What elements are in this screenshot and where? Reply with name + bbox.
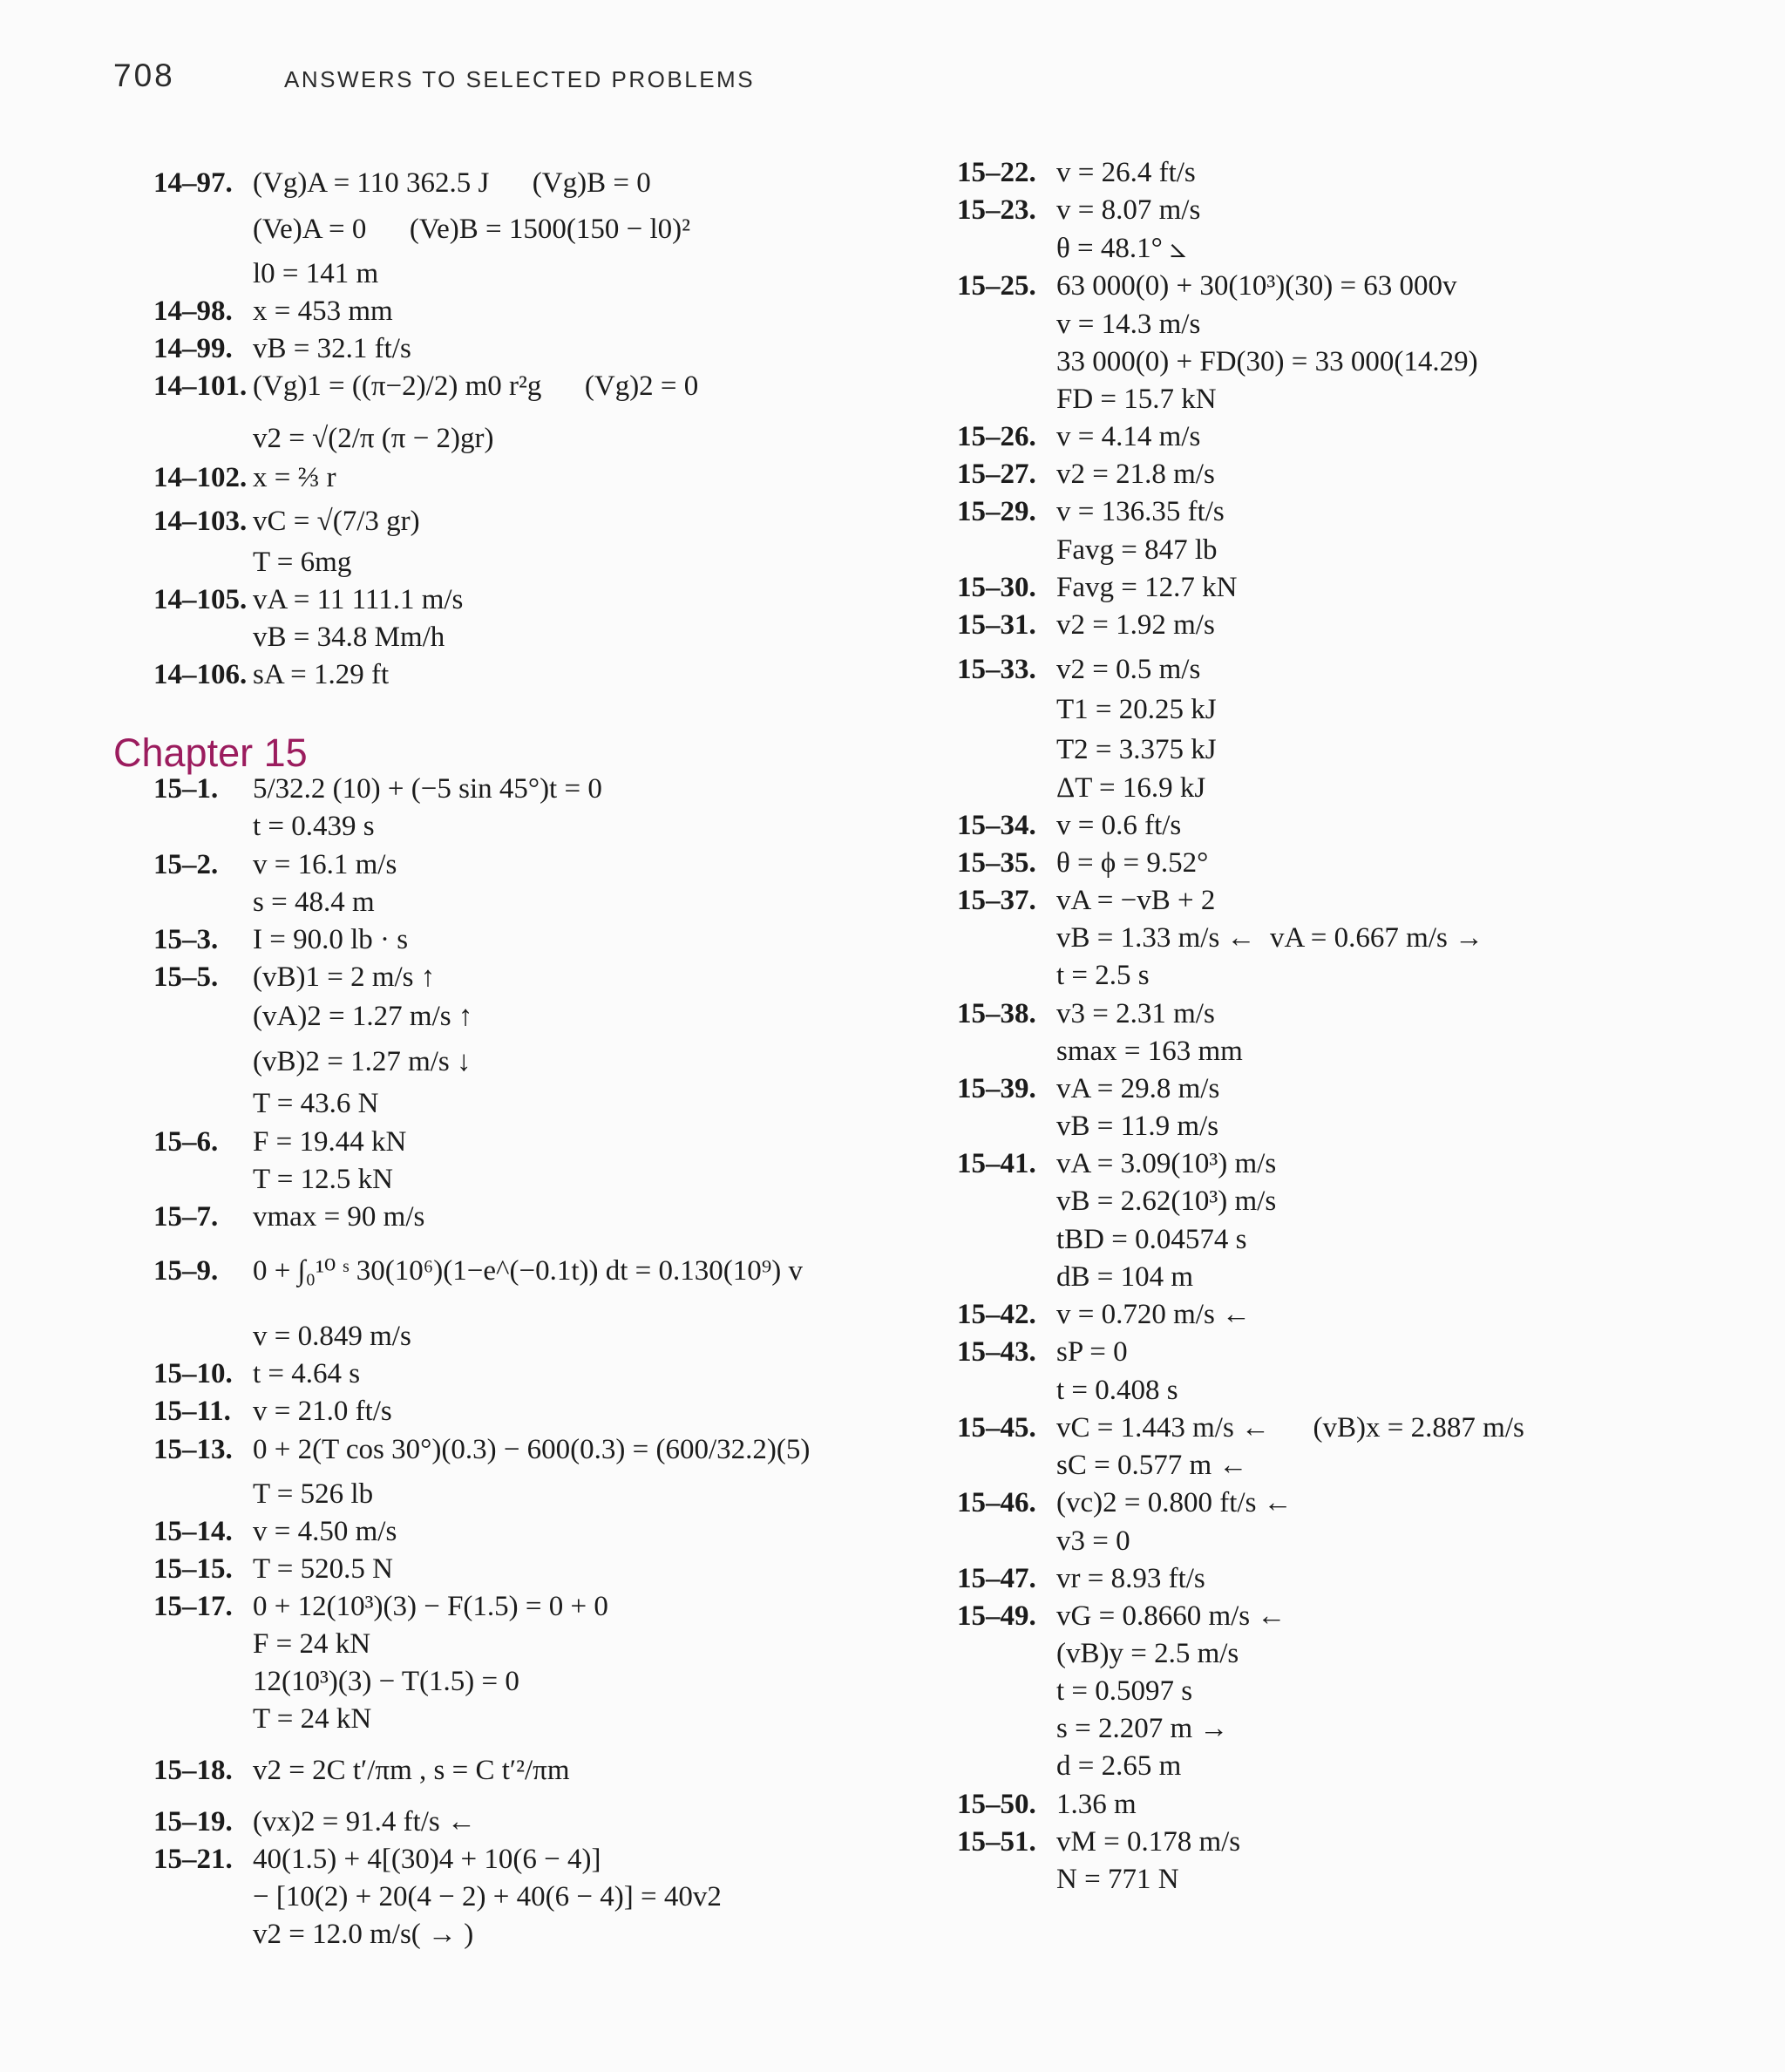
answer-text: (vc)2 = 0.800 ft/s ← [1056,1487,1293,1518]
problem-number: 15–47. [957,1563,1036,1594]
answer-text: vB = 11.9 m/s [1056,1111,1219,1142]
problem-number: 15–18. [153,1755,233,1786]
answer-text: l0 = 141 m [253,258,379,289]
answer-text: vB = 1.33 m/s ← vA = 0.667 m/s → [1056,922,1484,954]
answer-text: t = 2.5 s [1056,960,1150,991]
answer-text: 33 000(0) + FD(30) = 33 000(14.29) [1056,346,1478,377]
problem-number: 15–22. [957,157,1036,188]
problem-number: 15–34. [957,810,1036,841]
answer-text: vr = 8.93 ft/s [1056,1563,1205,1594]
problem-number: 15–2. [153,849,219,880]
problem-number: 14–102. [153,462,248,493]
answer-text: θ = 48.1° ⦣ [1056,233,1187,264]
answer-text: s = 2.207 m → [1056,1713,1229,1744]
problem-number: 15–41. [957,1148,1036,1179]
answer-text: vA = 29.8 m/s [1056,1073,1220,1104]
answer-text: T = 520.5 N [253,1553,394,1585]
answer-text: v = 0.849 m/s [253,1321,411,1352]
problem-number: 14–99. [153,333,233,364]
answer-text: Favg = 847 lb [1056,534,1218,566]
problem-number: 15–25. [957,270,1036,302]
answer-text: dB = 104 m [1056,1261,1194,1293]
answer-text: vA = −vB + 2 [1056,885,1216,916]
answer-text: v = 14.3 m/s [1056,309,1201,340]
answer-text: T = 43.6 N [253,1088,379,1119]
problem-number: 14–106. [153,659,248,690]
problem-number: 15–33. [957,654,1036,685]
problem-number: 15–19. [153,1806,233,1838]
answer-text: F = 24 kN [253,1628,371,1660]
answer-text: vmax = 90 m/s [253,1201,425,1233]
answer-text: vG = 0.8660 m/s ← [1056,1600,1286,1632]
answer-text: 40(1.5) + 4[(30)4 + 10(6 − 4)] [253,1844,601,1875]
problem-number: 15–21. [153,1844,233,1875]
problem-number: 15–29. [957,496,1036,527]
answer-text: θ = ϕ = 9.52° [1056,847,1209,879]
answer-text: 0 + 2(T cos 30°)(0.3) − 600(0.3) = (600/32.2)(5) [253,1434,811,1465]
answer-text: vC = 1.443 m/s ← (vB)x = 2.887 m/s [1056,1412,1524,1444]
problem-number: 15–10. [153,1358,233,1389]
problem-number: 15–3. [153,924,219,955]
answer-text: (Vg)1 = ((π−2)/2) m0 r²g (Vg)2 = 0 [253,370,699,402]
answer-text: v = 8.07 m/s [1056,194,1201,226]
problem-number: 15–27. [957,459,1036,490]
problem-number: 15–6. [153,1126,219,1158]
answer-text: T = 24 kN [253,1703,372,1735]
answer-text: d = 2.65 m [1056,1750,1182,1782]
problem-number: 15–45. [957,1412,1036,1444]
answer-text: v2 = 1.92 m/s [1056,609,1215,641]
problem-number: 14–97. [153,167,233,199]
answer-text: sC = 0.577 m ← [1056,1450,1248,1481]
answer-text: N = 771 N [1056,1864,1179,1895]
problem-number: 15–35. [957,847,1036,879]
answer-text: v2 = 21.8 m/s [1056,459,1215,490]
answer-text: F = 19.44 kN [253,1126,407,1158]
problem-number: 15–1. [153,773,219,805]
problem-number: 15–49. [957,1600,1036,1632]
answer-text: 1.36 m [1056,1789,1137,1820]
problem-number: 15–46. [957,1487,1036,1518]
answer-text: 0 + ∫₀¹⁰ ˢ 30(10⁶)(1−e^(−0.1t)) dt = 0.130(10⁹) v [253,1255,804,1287]
problem-number: 15–31. [957,609,1036,641]
answer-text: 5/32.2 (10) + (−5 sin 45°)t = 0 [253,773,602,805]
problem-number: 15–15. [153,1553,233,1585]
answer-text: ΔT = 16.9 kJ [1056,772,1206,804]
answer-text: (vA)2 = 1.27 m/s ↑ [253,1001,473,1032]
problem-number: 15–23. [957,194,1036,226]
answer-text: tBD = 0.04574 s [1056,1224,1247,1255]
answer-text: v3 = 0 [1056,1525,1130,1557]
problem-number: 14–101. [153,370,248,402]
answer-text: t = 0.408 s [1056,1375,1178,1406]
answer-text: vA = 3.09(10³) m/s [1056,1148,1277,1179]
answer-text: vC = √(7/3 gr) [253,506,420,537]
answer-text: (vB)y = 2.5 m/s [1056,1638,1239,1669]
answer-text: x = ⅔ r [253,462,336,493]
problem-number: 15–14. [153,1516,233,1547]
answer-text: T1 = 20.25 kJ [1056,694,1217,725]
answer-text: (vB)2 = 1.27 m/s ↓ [253,1046,472,1077]
answer-text: v = 16.1 m/s [253,849,397,880]
answer-text: T2 = 3.375 kJ [1056,734,1217,765]
answer-text: s = 48.4 m [253,887,375,918]
problem-number: 15–5. [153,961,219,993]
problem-number: 15–13. [153,1434,233,1465]
answer-text: t = 0.439 s [253,811,375,842]
problem-number: 15–17. [153,1591,233,1622]
answer-text: v3 = 2.31 m/s [1056,998,1215,1029]
problem-number: 14–103. [153,506,248,537]
answer-text: v = 0.6 ft/s [1056,810,1182,841]
problem-number: 15–7. [153,1201,219,1233]
answer-text: (Ve)A = 0 (Ve)B = 1500(150 − l0)² [253,214,690,245]
answer-text: (vx)2 = 91.4 ft/s ← [253,1806,477,1838]
answer-text: vA = 11 111.1 m/s [253,584,464,615]
answer-text: v2 = 12.0 m/s( → ) [253,1919,474,1950]
answer-text: t = 0.5097 s [1056,1675,1193,1707]
answer-text: vM = 0.178 m/s [1056,1826,1241,1858]
answer-text: 63 000(0) + 30(10³)(30) = 63 000v [1056,270,1457,302]
answer-text: 0 + 12(10³)(3) − F(1.5) = 0 + 0 [253,1591,608,1622]
problem-number: 15–38. [957,998,1036,1029]
problem-number: 15–11. [153,1396,231,1427]
answer-text: sP = 0 [1056,1336,1128,1368]
answer-text: v = 4.50 m/s [253,1516,397,1547]
problem-number: 15–9. [153,1255,219,1287]
answer-text: v = 26.4 ft/s [1056,157,1196,188]
answer-text: vB = 32.1 ft/s [253,333,411,364]
problem-number: 15–51. [957,1826,1036,1858]
problem-number: 15–39. [957,1073,1036,1104]
answer-text: 12(10³)(3) − T(1.5) = 0 [253,1666,519,1697]
problem-number: 15–26. [957,421,1036,452]
answer-text: x = 453 mm [253,296,393,327]
answer-text: T = 526 lb [253,1478,374,1510]
answer-text: (vB)1 = 2 m/s ↑ [253,961,436,993]
answer-text: vB = 2.62(10³) m/s [1056,1185,1277,1217]
answer-text: v = 4.14 m/s [1056,421,1201,452]
answer-text: T = 12.5 kN [253,1164,394,1195]
answer-text: t = 4.64 s [253,1358,361,1389]
problem-number: 14–105. [153,584,248,615]
page-number: 708 [113,58,175,93]
answer-text: v = 136.35 ft/s [1056,496,1225,527]
answer-text: FD = 15.7 kN [1056,384,1217,415]
running-title: ANSWERS TO SELECTED PROBLEMS [284,66,756,92]
problem-number: 15–50. [957,1789,1036,1820]
answer-text: v2 = √(2/π (π − 2)gr) [253,423,494,454]
answer-text: smax = 163 mm [1056,1036,1243,1067]
answer-text: v2 = 2C t′/πm , s = C t′²/πm [253,1755,570,1786]
answer-text: (Vg)A = 110 362.5 J (Vg)B = 0 [253,167,651,199]
problem-number: 15–42. [957,1299,1036,1330]
answer-text: I = 90.0 lb · s [253,924,409,955]
problem-number: 15–30. [957,572,1036,603]
problem-number: 15–43. [957,1336,1036,1368]
answer-text: − [10(2) + 20(4 − 2) + 40(6 − 4)] = 40v2 [253,1881,722,1912]
answer-text: v = 21.0 ft/s [253,1396,392,1427]
answer-text: v = 0.720 m/s ← [1056,1299,1252,1330]
problem-number: 15–37. [957,885,1036,916]
answer-text: T = 6mg [253,547,352,578]
chapter-heading: Chapter 15 [113,730,308,775]
answer-text: vB = 34.8 Mm/h [253,622,445,653]
answer-text: Favg = 12.7 kN [1056,572,1238,603]
problem-number: 14–98. [153,296,233,327]
answer-text: sA = 1.29 ft [253,659,390,690]
answer-text: v2 = 0.5 m/s [1056,654,1201,685]
